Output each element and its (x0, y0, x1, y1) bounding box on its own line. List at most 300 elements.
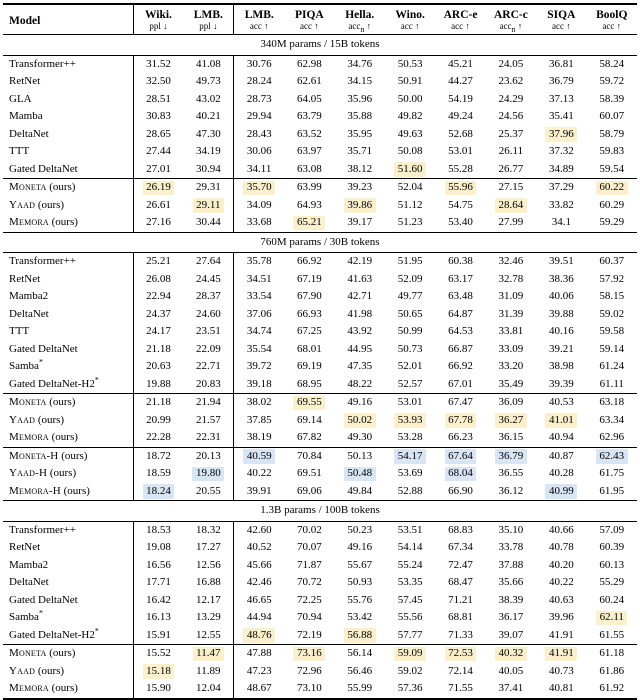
metric-value-cell: 61.55 (599, 628, 625, 641)
metric-value-cell: 40.81 (548, 682, 574, 694)
metric-value-cell: 71.33 (448, 628, 473, 641)
metric-value-cell: 39.91 (246, 484, 272, 497)
metric-value-cell: 55.76 (347, 593, 373, 606)
metric-value-cell: 60.24 (599, 593, 625, 606)
model-name-cell (3, 574, 133, 592)
hybrid-marker: * (38, 358, 43, 367)
metric-value-cell: 28.24 (246, 75, 272, 87)
metric-value-cell: 47.88 (246, 647, 272, 659)
metric-value-cell: 52.01 (397, 360, 423, 372)
metric-value-cell: 39.23 (347, 181, 373, 193)
metric-value-cell: 69.51 (296, 467, 322, 479)
metric-value-cell: 24.05 (498, 57, 524, 70)
metric-value-cell: 22.71 (183, 358, 233, 376)
model-name: RetNet (9, 75, 41, 87)
metric-value-cell: 35.10 (498, 523, 524, 536)
metric-value-cell: 71.55 (448, 682, 473, 694)
model-name: Memora (9, 682, 49, 694)
best-hybrid-value-highlight: 19.80 (192, 467, 224, 482)
metric-value-cell: 39.21 (548, 342, 574, 355)
metric-value-cell: 59.72 (599, 75, 625, 87)
col-header-metric: acc ↑ (249, 21, 269, 31)
col-header-label: LMB. (244, 9, 274, 21)
table-row (3, 253, 637, 271)
model-name: Moneta (9, 181, 47, 193)
model-name: Moneta (9, 396, 47, 408)
best-hybrid-value-highlight: 40.59 (243, 449, 275, 464)
metric-value-cell (536, 412, 586, 430)
metric-value-cell (385, 447, 435, 465)
best-hybrid-value-highlight: 54.17 (394, 449, 426, 464)
metric-value-cell: 60.38 (448, 255, 473, 267)
metric-value-cell (385, 412, 435, 430)
metric-value-cell (486, 412, 536, 430)
metric-value-cell: 63.18 (599, 396, 625, 408)
col-header-label: Wino. (395, 9, 425, 21)
col-header-metric: acc$_n$ ↑ (348, 21, 372, 34)
metric-value-cell: 24.17 (146, 325, 171, 337)
table-row (3, 574, 637, 592)
metric-value-cell: 56.14 (347, 647, 373, 659)
metric-value-cell: 40.06 (548, 290, 574, 302)
metric-value-cell: 33.81 (498, 325, 524, 337)
col-header-label: Hella. (345, 9, 375, 21)
model-name-cell (3, 197, 133, 215)
metric-value-cell: 26.08 (146, 272, 171, 285)
metric-value-cell: 62.98 (296, 57, 322, 70)
metric-value-cell: 22.31 (183, 429, 233, 447)
ours-note: (ours) (37, 664, 65, 677)
metric-value-cell: 53.35 (397, 576, 423, 588)
metric-value-cell: 42.60 (246, 523, 272, 536)
metric-value-cell: 59.02 (599, 307, 625, 320)
metric-value-cell: 72.47 (448, 558, 473, 571)
best-value-highlight: 39.86 (344, 198, 376, 213)
metric-value-cell: 38.19 (246, 431, 272, 443)
model-name-cell (3, 465, 133, 483)
col-header-label: SIQA (547, 9, 576, 21)
metric-value-cell: 33.78 (498, 541, 524, 553)
metric-value-cell: 40.78 (548, 541, 574, 553)
table-row (3, 429, 637, 447)
metric-value-cell: 67.47 (448, 396, 473, 408)
table-row (3, 143, 637, 161)
metric-value-cell: 53.01 (397, 396, 423, 408)
metric-value-cell (435, 412, 485, 430)
metric-value-cell (536, 483, 586, 501)
metric-value-cell: 49.30 (347, 431, 373, 443)
metric-value-cell: 30.94 (183, 161, 233, 179)
metric-value-cell (486, 447, 536, 465)
model-name-cell (3, 663, 133, 681)
metric-value-cell: 24.56 (498, 110, 524, 122)
metric-value-cell: 66.23 (448, 431, 473, 443)
metric-value-cell: 35.96 (347, 92, 373, 105)
metric-value-cell: 51.23 (397, 216, 423, 228)
metric-value-cell: 27.01 (146, 162, 171, 175)
metric-value-cell (435, 645, 485, 663)
metric-value-cell (587, 609, 637, 627)
metric-value-cell: 16.42 (146, 593, 171, 606)
metric-value-cell: 40.22 (548, 576, 574, 588)
metric-value-cell: 57.45 (397, 593, 423, 606)
metric-value-cell: 17.71 (146, 576, 171, 588)
metric-value-cell: 39.88 (548, 307, 574, 320)
metric-value-cell: 21.18 (146, 342, 171, 355)
metric-value-cell: 12.04 (183, 680, 233, 699)
metric-value-cell: 69.06 (296, 484, 322, 497)
best-hybrid-value-highlight: 40.99 (545, 484, 577, 499)
model-name: Transformer++ (9, 57, 76, 70)
metric-value-cell: 71.21 (448, 593, 473, 606)
metric-value-cell: 21.57 (183, 412, 233, 430)
best-hybrid-value-highlight: 18.24 (143, 484, 175, 499)
section-title-row (3, 501, 637, 522)
metric-value-cell: 34.51 (246, 272, 272, 285)
ours-note: (ours) (51, 682, 78, 694)
hybrid-marker: * (94, 375, 99, 384)
metric-value-cell: 59.14 (599, 342, 625, 355)
metric-value-cell: 72.25 (296, 593, 322, 606)
metric-value-cell (486, 197, 536, 215)
best-value-highlight: 69.55 (293, 396, 325, 411)
metric-value-cell (335, 465, 385, 483)
metric-value-cell: 48.67 (246, 682, 272, 694)
metric-value-cell: 21.18 (146, 396, 171, 408)
metric-value-cell: 30.83 (146, 110, 171, 122)
metric-value-cell: 39.18 (246, 377, 272, 390)
ours-note: (ours) (49, 467, 77, 479)
table-row (3, 680, 637, 699)
metric-value-cell: 34.09 (246, 198, 272, 211)
best-value-highlight: 41.91 (545, 647, 577, 662)
metric-value-cell: 30.76 (246, 57, 272, 70)
metric-value-cell: 37.41 (498, 682, 524, 694)
metric-value-cell: 36.81 (548, 57, 574, 70)
metric-value-cell: 67.01 (448, 377, 473, 390)
best-value-highlight: 56.88 (344, 628, 376, 643)
metric-value-cell: 38.39 (498, 593, 524, 606)
metric-value-cell: 52.88 (397, 484, 423, 497)
metric-value-cell: 57.92 (599, 272, 625, 285)
metric-value-cell: 44.27 (448, 75, 473, 87)
model-name-cell (3, 55, 133, 73)
metric-value-cell: 59.29 (599, 216, 625, 228)
table-row (3, 288, 637, 306)
metric-value-cell: 58.15 (599, 290, 625, 302)
col-header-metric: acc ↑ (451, 21, 470, 31)
metric-value-cell: 30.06 (246, 145, 272, 157)
metric-value-cell: 34.74 (246, 325, 272, 337)
metric-value-cell: 58.79 (599, 127, 625, 140)
benchmark-results-table (3, 3, 637, 700)
metric-value-cell: 45.66 (246, 558, 272, 571)
col-header-boolq-acc (587, 4, 637, 35)
metric-value-cell: 57.09 (599, 523, 625, 536)
metric-value-cell: 53.69 (397, 467, 423, 479)
model-name-cell (3, 126, 133, 144)
best-value-highlight: 37.96 (545, 127, 577, 142)
metric-value-cell: 66.92 (296, 255, 322, 267)
metric-value-cell: 34.89 (548, 162, 574, 175)
metric-value-cell: 38.12 (347, 162, 373, 175)
model-name: GLA (9, 92, 32, 105)
metric-value-cell: 26.61 (146, 198, 171, 211)
table-row (3, 376, 637, 394)
metric-value-cell: 39.07 (498, 628, 524, 641)
model-name: DeltaNet (9, 576, 49, 588)
table-row (3, 663, 637, 681)
metric-value-cell: 24.45 (183, 271, 233, 289)
ours-note: (ours) (61, 449, 88, 462)
metric-value-cell: 39.17 (347, 216, 373, 228)
metric-value-cell: 52.04 (397, 181, 423, 193)
metric-value-cell: 34.15 (347, 75, 373, 87)
table-row (3, 557, 637, 575)
table-row (3, 627, 637, 645)
metric-value-cell: 47.23 (246, 664, 272, 677)
metric-value-cell: 32.46 (498, 255, 524, 267)
metric-value-cell: 26.77 (498, 162, 524, 175)
metric-value-cell: 66.90 (448, 484, 473, 497)
best-value-highlight: 15.18 (143, 664, 175, 679)
metric-value-cell: 63.08 (296, 162, 322, 175)
metric-value-cell: 50.00 (397, 92, 423, 105)
metric-value-cell: 56.46 (347, 664, 373, 677)
table-row (3, 161, 637, 179)
metric-value-cell: 20.13 (183, 447, 233, 465)
metric-value-cell: 22.09 (183, 341, 233, 359)
metric-value-cell: 50.93 (347, 576, 373, 588)
metric-value-cell: 70.84 (296, 449, 322, 462)
model-name-cell (3, 143, 133, 161)
model-name: Memora-H (9, 484, 61, 497)
metric-value-cell (183, 465, 233, 483)
metric-value-cell: 53.42 (347, 611, 373, 623)
table-row (3, 539, 637, 557)
metric-value-cell: 70.72 (296, 576, 322, 588)
metric-value-cell: 60.07 (599, 110, 625, 122)
metric-value-cell (234, 627, 284, 645)
metric-value-cell: 18.59 (146, 467, 171, 479)
model-name-cell (3, 288, 133, 306)
metric-value-cell (536, 126, 586, 144)
col-header-metric: ppl ↓ (199, 21, 218, 31)
best-value-highlight: 11.47 (193, 647, 224, 662)
model-name: DeltaNet (9, 127, 49, 140)
metric-value-cell: 32.78 (498, 272, 524, 285)
best-value-highlight: 62.11 (596, 611, 627, 626)
metric-value-cell: 69.14 (296, 413, 322, 426)
metric-value-cell: 35.66 (498, 576, 524, 588)
metric-value-cell: 26.11 (498, 145, 524, 157)
metric-value-cell: 20.83 (183, 376, 233, 394)
col-header-metric: ppl ↓ (149, 21, 168, 31)
metric-value-cell (486, 645, 536, 663)
metric-value-cell: 35.49 (498, 377, 524, 390)
model-name-cell (3, 376, 133, 394)
metric-value-cell: 27.64 (183, 253, 233, 271)
table-row (3, 412, 637, 430)
metric-value-cell: 50.73 (397, 342, 423, 355)
metric-value-cell: 40.16 (548, 325, 574, 337)
metric-value-cell: 50.91 (397, 75, 423, 87)
metric-value-cell (587, 179, 637, 197)
model-name-cell (3, 521, 133, 539)
metric-value-cell (435, 179, 485, 197)
metric-value-cell: 49.82 (397, 110, 423, 122)
metric-value-cell: 19.88 (146, 377, 171, 390)
metric-value-cell: 53.40 (448, 216, 473, 228)
ours-note: (ours) (49, 181, 76, 193)
col-header-model (3, 4, 133, 35)
model-name-cell (3, 341, 133, 359)
metric-value-cell (335, 412, 385, 430)
metric-value-cell: 28.37 (183, 288, 233, 306)
model-name-cell (3, 680, 133, 699)
metric-value-cell: 63.48 (448, 290, 473, 302)
metric-value-cell: 44.95 (347, 342, 373, 355)
metric-value-cell: 67.34 (448, 541, 473, 553)
metric-value-cell: 18.53 (146, 523, 171, 536)
metric-value-cell: 15.91 (146, 628, 171, 641)
metric-value-cell: 63.79 (296, 110, 322, 122)
metric-value-cell: 37.88 (498, 558, 524, 571)
metric-value-cell: 15.90 (146, 682, 171, 694)
metric-value-cell: 52.57 (397, 377, 423, 390)
table-row (3, 91, 637, 109)
best-hybrid-value-highlight: 62.43 (596, 449, 628, 464)
model-name-cell (3, 271, 133, 289)
metric-value-cell: 71.87 (296, 558, 322, 571)
metric-value-cell: 67.82 (296, 431, 322, 443)
metric-value-cell: 42.19 (347, 255, 373, 267)
metric-value-cell: 28.65 (146, 127, 171, 140)
metric-value-cell: 13.29 (183, 609, 233, 627)
model-name: Memora (9, 431, 49, 443)
metric-value-cell: 64.05 (296, 92, 322, 105)
metric-value-cell: 69.19 (296, 360, 322, 372)
metric-value-cell: 22.94 (146, 290, 171, 302)
col-header-wiki-ppl (133, 4, 183, 35)
hybrid-marker: * (94, 626, 99, 635)
model-name: Gated DeltaNet (9, 593, 78, 606)
metric-value-cell: 34.1 (551, 216, 571, 228)
metric-value-cell (133, 483, 183, 501)
metric-value-cell: 31.09 (498, 290, 524, 302)
best-value-highlight: 73.16 (293, 647, 325, 662)
metric-value-cell: 29.31 (183, 179, 233, 197)
metric-value-cell: 54.75 (448, 198, 473, 211)
table-row (3, 73, 637, 91)
metric-value-cell: 50.13 (347, 449, 373, 462)
metric-value-cell: 31.39 (498, 307, 524, 320)
metric-value-cell: 58.24 (599, 57, 625, 70)
metric-value-cell: 49.73 (183, 73, 233, 91)
model-name: Gated DeltaNet (9, 342, 78, 355)
metric-value-cell: 47.30 (183, 126, 233, 144)
table-row (3, 108, 637, 126)
col-header-wino-acc (385, 4, 435, 35)
model-name: DeltaNet (9, 307, 49, 320)
best-value-highlight: 28.64 (495, 198, 527, 213)
metric-value-cell: 36.09 (498, 396, 524, 408)
model-name-cell (3, 627, 133, 645)
metric-value-cell: 34.11 (247, 162, 272, 175)
metric-value-cell: 41.91 (548, 628, 574, 641)
model-name-cell (3, 412, 133, 430)
metric-value-cell: 40.63 (548, 593, 574, 606)
metric-value-cell: 53.01 (448, 145, 473, 157)
model-name: Mamba2 (9, 558, 49, 571)
metric-value-cell: 63.52 (296, 127, 322, 140)
metric-value-cell: 36.79 (548, 75, 574, 87)
metric-value-cell: 23.51 (183, 323, 233, 341)
best-value-highlight: 35.70 (243, 181, 275, 196)
metric-value-cell: 25.21 (146, 255, 171, 267)
table-row (3, 55, 637, 73)
section-title: 760M params / 30B tokens (260, 235, 380, 248)
metric-value-cell: 18.32 (183, 521, 233, 539)
model-name: Gated DeltaNet (9, 162, 78, 175)
col-header-lmb-acc (234, 4, 284, 35)
metric-value-cell: 66.92 (448, 360, 473, 372)
metric-value-cell: 34.76 (347, 57, 373, 70)
metric-value-cell: 55.99 (347, 682, 373, 694)
metric-value-cell: 22.28 (146, 431, 171, 443)
model-name-cell (3, 91, 133, 109)
metric-value-cell: 62.61 (296, 75, 322, 87)
model-name: Gated DeltaNet-H2 (9, 628, 95, 641)
section-title-row (3, 232, 637, 253)
best-hybrid-value-highlight: 50.48 (344, 467, 376, 482)
table-row (3, 271, 637, 289)
metric-value-cell: 39.96 (548, 611, 574, 623)
metric-value-cell (385, 161, 435, 179)
col-header-arce-acc (435, 4, 485, 35)
metric-value-cell: 25.37 (498, 127, 524, 140)
model-name-cell (3, 306, 133, 324)
best-value-highlight: 67.78 (445, 413, 477, 428)
metric-value-cell: 35.41 (548, 110, 574, 122)
metric-value-cell: 20.63 (146, 360, 171, 372)
metric-value-cell: 66.87 (448, 342, 473, 355)
model-name: Yaad (9, 413, 36, 426)
metric-value-cell: 40.52 (246, 541, 272, 553)
metric-value-cell: 55.28 (448, 162, 473, 175)
best-value-highlight: 59.09 (394, 647, 426, 662)
col-header-label: PIQA (294, 9, 324, 21)
metric-value-cell (435, 465, 485, 483)
metric-value-cell: 48.22 (347, 377, 373, 390)
metric-value-cell: 40.87 (548, 449, 574, 462)
metric-value-cell: 51.95 (397, 255, 423, 267)
model-name-cell (3, 214, 133, 232)
metric-value-cell: 64.93 (296, 198, 322, 211)
metric-value-cell: 49.84 (347, 484, 373, 497)
metric-value-cell: 15.52 (146, 647, 171, 659)
metric-value-cell: 39.51 (548, 255, 574, 267)
model-name: Moneta-H (9, 449, 59, 462)
metric-value-cell: 57.77 (397, 628, 423, 641)
metric-value-cell: 49.24 (448, 110, 473, 122)
table-row (3, 465, 637, 483)
hybrid-marker: * (38, 609, 43, 618)
metric-value-cell: 53.51 (397, 523, 423, 536)
metric-value-cell: 27.15 (498, 181, 524, 193)
metric-value-cell: 29.94 (246, 110, 272, 122)
table-row (3, 592, 637, 610)
